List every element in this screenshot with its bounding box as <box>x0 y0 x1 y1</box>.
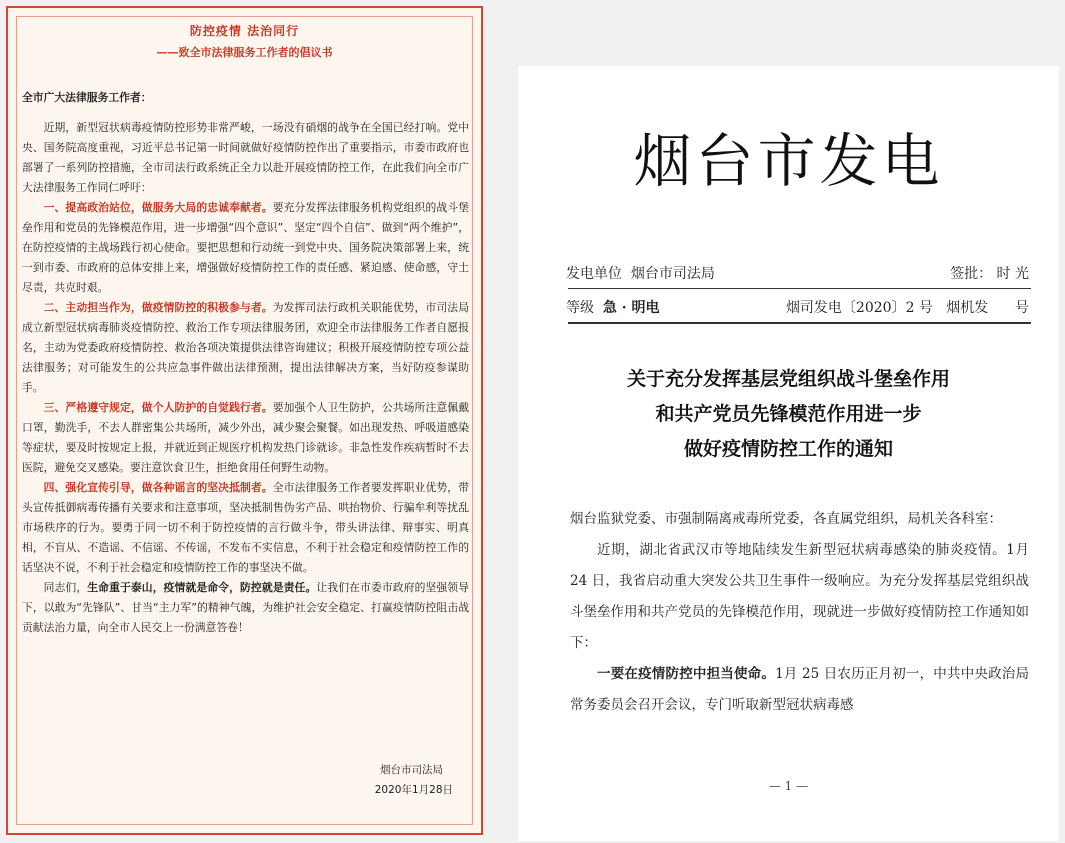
page-number: — 1 — <box>768 779 809 793</box>
divider-line <box>568 322 1031 324</box>
letter-closing <box>22 578 469 638</box>
divider-line <box>568 288 1031 289</box>
notice-title-line-2: 和共产党员先锋模范作用进一步 <box>655 403 922 425</box>
letter-item-2 <box>22 298 469 398</box>
item-heading: 一、提高政治站位，做服务大局的忠诚奉献者。 <box>43 201 273 214</box>
notice-paragraph-2 <box>570 659 1029 721</box>
notice-paragraph-1: 近期，湖北省武汉市等地陆续发生新型冠状病毒感染的肺炎疫情。1月 24 日，我省启动重大突发公共卫生事件一级响应。为充分发挥基层党组织战斗堡垒作用和共产党员的先锋模范作用，现就进一步做好疫情防控工作通知如下： <box>570 542 1029 651</box>
signature-date: 2020年1月28日 <box>374 784 453 796</box>
notice-title-line-3: 做好疫情防控工作的通知 <box>683 438 893 460</box>
item-text: 全市法律服务工作者要发挥职业优势，带头宣传抵御病毒传播有关要求和注意事项，坚决抵制售伪劣产品、哄抬物价、行骗牟利等扰乱市场秩序的行为。要勇于同一切不利于防控疫情的言行做斗争，带头讲法律、辩事实、明真相，不盲从、不造谣、不信谣、不传谣，不发布不实信息，不利于社会稳定和疫情防控工作的话坚决不说，不利于社会稳定和疫情防控工作的事坚决不做。 <box>22 481 469 574</box>
signature-org: 烟台市司法局 <box>380 764 443 776</box>
level-group <box>566 297 660 317</box>
closing-prefix: 同志们， <box>43 581 88 594</box>
recipients: 烟台监狱党委、市强制隔离戒毒所党委，各直属党组织，局机关各科室： <box>570 511 1002 527</box>
letter-item-1 <box>22 198 469 298</box>
telegram-notice-document <box>518 66 1059 841</box>
notice-body <box>570 504 1029 721</box>
notice-title-line-1: 关于充分发挥基层党组织战斗堡垒作用 <box>626 368 950 390</box>
item-heading: 四、强化宣传引导，做各种谣言的坚决抵制者。 <box>43 481 273 494</box>
letter-signature <box>253 760 481 800</box>
item-heading: 二、主动担当作为，做疫情防控的积极参与者。 <box>43 301 273 314</box>
issuer-label: 发电单位 <box>566 266 622 282</box>
letter-title: 防控疫情 法治同行 <box>189 24 300 38</box>
item-heading: 三、严格遵守规定，做个人防护的自觉践行者。 <box>43 401 273 414</box>
letter-subtitle: ——致全市法律服务工作者的倡议书 <box>156 46 333 59</box>
issuer-group <box>566 263 715 283</box>
masthead: 烟台市发电 <box>633 127 944 195</box>
issuer-value: 烟台市司法局 <box>630 266 715 282</box>
paragraph-2-lead: 一要在疫情防控中担当使命。 <box>597 666 776 682</box>
paragraph-2-text: 1月 25 日农历正月初一，中共中央政治局常务委员会召开会议，专门听取新型冠状病毒感 <box>570 666 1029 713</box>
initiative-letter-document <box>6 6 483 835</box>
approver-value: 时 光 <box>996 266 1029 282</box>
item-text: 要加强个人卫生防护，公共场所注意佩戴口罩，勤洗手，不去人群密集公共场所，减少外出，减少聚会聚餐。如出现发热、呼吸道感染等症状，要及时按规定上报，并就近到正规医疗机构发热门诊就诊。非急性发作疾病暂时不去医院，避免交叉感染。要注意饮食卫生，拒绝食用任何野生动物。 <box>22 401 469 474</box>
approver-group <box>950 263 1029 283</box>
doc-number: 烟司发电〔2020〕2 号 <box>785 300 933 316</box>
letter-item-4 <box>22 478 469 578</box>
closing-bold: 生命重于泰山，疫情就是命令，防控就是责任。 <box>87 581 317 594</box>
doc-number-group <box>786 297 1029 317</box>
closing-rest: 让我们在市委市政府的坚强领导下，以敢为“先锋队”、甘当“主力军”的精神气魄，为维护社会安全稳定、打赢疫情防控阻击战贡献法治力量，向全市人民交上一份满意答卷！ <box>22 581 470 634</box>
level-value: 急 · 明电 <box>602 300 660 316</box>
letter-intro: 近期，新型冠状病毒疫情防控形势非常严峻，一场没有硝烟的战争在全国已经打响。党中央、国务院高度重视，习近平总书记第一时间就做好疫情防控作出了重要指示，市委市政府也部署了一系列防控措施，全市司法行政系统正全力以赴开展疫情防控工作，在此我们向全市广大法律服务工作同仁呼吁： <box>22 121 469 194</box>
item-text: 要充分发挥法律服务机构党组织的战斗堡垒作用和党员的先锋模范作用，进一步增强“四个意识”、坚定“四个自信”、做到“两个维护”，在防控疫情的主战场践行初心使命。要把思想和行动统一到党中央、国务院决策部署上来，统一到市委、市政府的总体安排上来，增强做好疫情防控工作的责任感、紧迫感、使命感，守土尽责，共克时艰。 <box>22 201 469 294</box>
letter-body <box>22 88 469 638</box>
item-text: 为发挥司法行政机关职能优势，市司法局成立新型冠状病毒肺炎疫情防控、救治工作专项法律服务团，欢迎全市法律服务工作者自愿报名，主动为党委政府疫情防控、救治各项决策提供法律咨询建议；积极开展疫情防控专项公益法律服务；对可能发生的公共应急事件做出法律预测，提出法律解决方案，当好防疫参谋助手。 <box>22 301 469 394</box>
letter-salutation: 全市广大法律服务工作者： <box>22 91 152 104</box>
approver-label: 签批： <box>950 266 993 282</box>
level-label: 等级 <box>566 300 594 316</box>
doc-tail-label: 烟机发 <box>946 300 989 316</box>
letter-item-3 <box>22 398 469 478</box>
doc-tail-suffix: 号 <box>1015 300 1029 316</box>
